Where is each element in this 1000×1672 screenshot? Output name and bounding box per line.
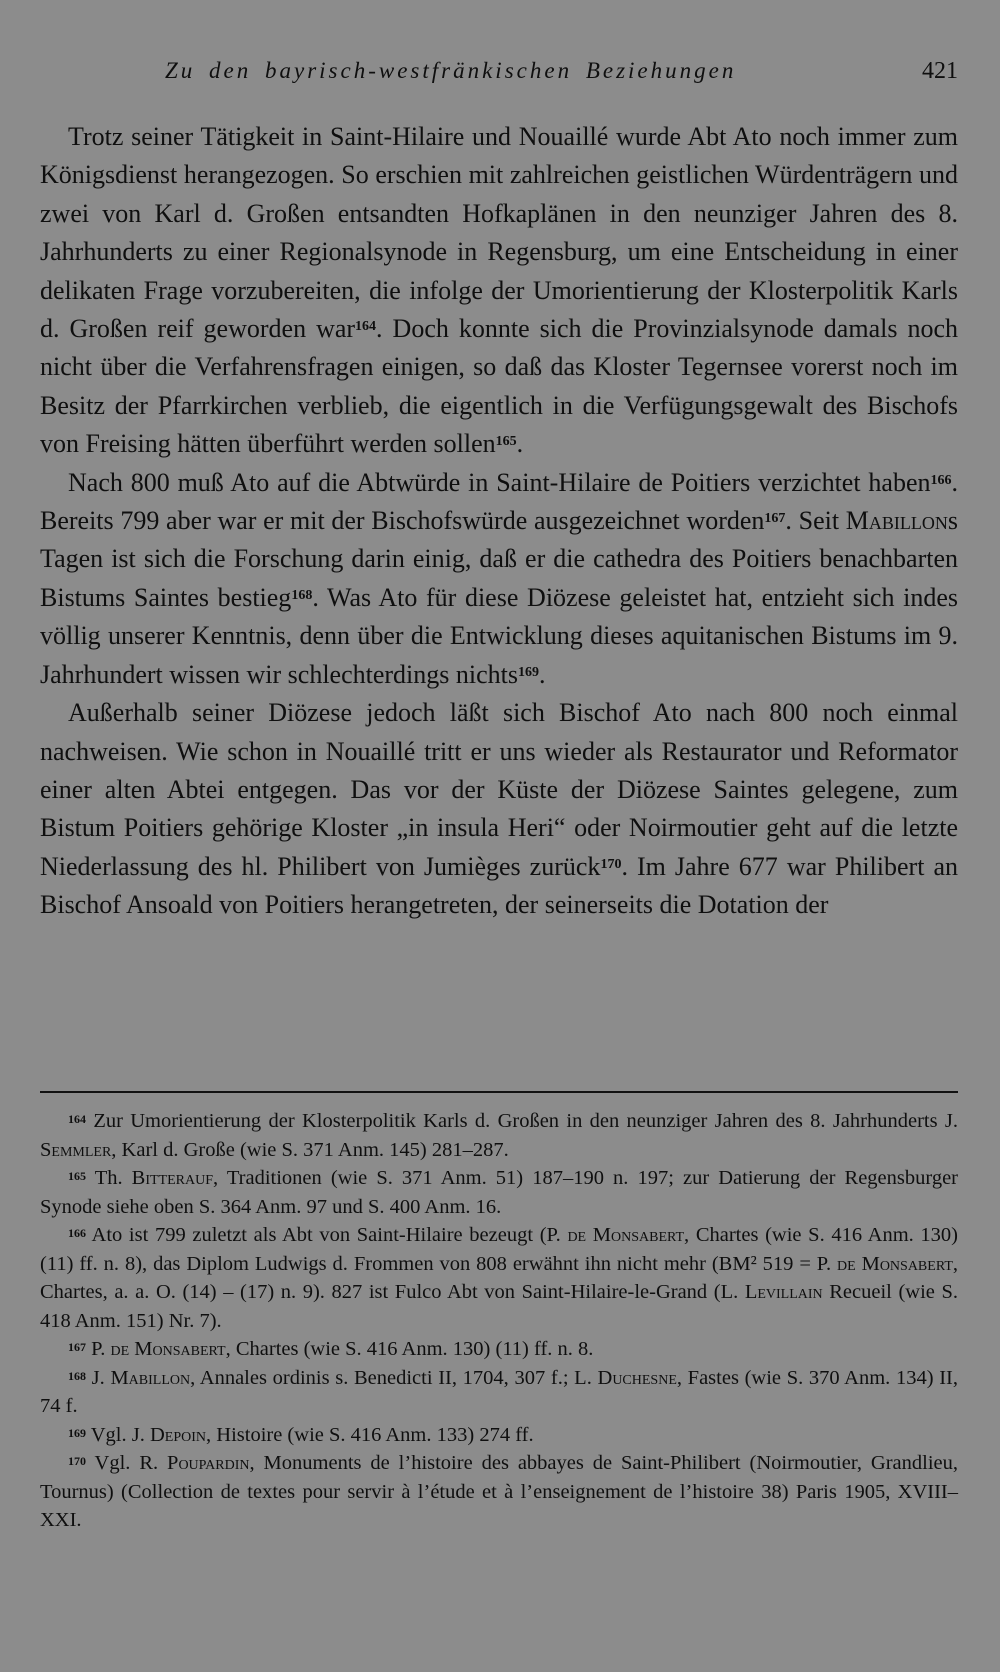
author-name: Poupardin	[167, 1452, 250, 1474]
footnote-ref: 168	[291, 587, 313, 603]
running-title: Zu den bayrisch-westfränkischen Beziehungen	[165, 58, 737, 83]
page-number: 421	[922, 58, 958, 84]
text-run: , Histoire (wie S. 416 Anm. 133) 274 ff.	[206, 1423, 534, 1446]
footnote	[40, 1421, 958, 1450]
text-run: . Seit	[785, 506, 846, 536]
footnote-number: 170	[68, 1454, 86, 1468]
footnote-ref: 164	[355, 319, 377, 335]
footnotes	[40, 1107, 958, 1535]
text-run: Außerhalb seiner Diözese jedoch läßt sich Bischof Ato nach 800 noch einmal nachweisen. Wie schon in Nouaillé tritt er uns wieder als Restaurator und Reformator einer alten Abtei entgegen. Das vor der Küste der Diözese Saintes gelegene, zum Bistum Poitiers gehörige Kloster „in insula Heri“ oder Noirmoutier geht auf die letzte Niederlassung des hl. Philibert von Jumièges zurück	[40, 698, 958, 881]
text-run: , Chartes (wie S. 416 Anm. 130) (11) ff. n. 8), das Diplom Ludwigs d. Frommen von 808 erwähnt ihn nicht mehr (BM² 519 = P.	[40, 1224, 958, 1275]
author-name: Mabillon	[845, 506, 948, 536]
text-run: Vgl. R.	[86, 1452, 168, 1474]
footnote-number: 169	[68, 1425, 86, 1440]
text-run: . Was Ato für diese Diözese geleistet hat, entzieht sich indes völlig unserer Kenntnis, denn über die Entwicklung dieses aquitanischen Bistums im 9. Jahrhundert wissen wir schlechterdings nichts	[40, 582, 959, 689]
footnote-number: 167	[68, 1340, 86, 1354]
footnote	[40, 1335, 958, 1364]
footnote	[40, 1221, 958, 1335]
footnote	[40, 1107, 958, 1164]
text-run: . Bereits 799 aber war er mit der Bischofswürde ausgezeichnet worden	[40, 467, 958, 536]
text-run: , Fastes (wie S. 370 Anm. 134) II, 74 f.	[40, 1366, 958, 1417]
text-run: , Chartes (wie S. 416 Anm. 130) (11) ff. n. 8.	[225, 1338, 594, 1360]
footnote-number: 164	[68, 1112, 86, 1126]
text-run: Recueil (wie S. 418 Anm. 151) Nr. 7).	[40, 1281, 958, 1332]
footnote-number: 165	[68, 1169, 86, 1183]
text-run: s Tagen ist sich die Forschung darin einig, daß er die cathedra des Poitiers benachbarten Bistums Saintes bestieg	[40, 506, 958, 612]
author-name: Semmler	[40, 1138, 112, 1161]
author-name: Depoin	[149, 1423, 207, 1446]
footnote-ref: 167	[764, 511, 786, 527]
author-name: de Monsabert	[110, 1338, 226, 1360]
author-name: Mabillon	[110, 1366, 191, 1389]
text-run: , Traditionen (wie S. 371 Anm. 51) 187–190 n. 197; zur Datierung der Regensburger Synode siehe oben S. 364 Anm. 97 und S. 400 Anm. 16.	[40, 1167, 958, 1218]
text-run: , Chartes, a. a. O. (14) – (17) n. 9). 827 ist Fulco Abt von Saint-Hilaire-le-Grand (L.	[40, 1252, 958, 1303]
page-header	[40, 58, 958, 98]
text-run: , Karl d. Große (wie S. 371 Anm. 145) 281–287.	[111, 1138, 509, 1161]
text-run: P.	[86, 1338, 111, 1360]
text-run: . Im Jahre 677 war Philibert an Bischof Ansoald von Poitiers herangetreten, der seinerseits die Dotation der	[40, 851, 958, 920]
text-run: Nach 800 muß Ato auf die Abtwürde in Saint-Hilaire de Poitiers verzichtet haben	[68, 467, 931, 497]
paragraph	[40, 118, 958, 464]
text-run: .	[539, 659, 546, 689]
footnote	[40, 1449, 958, 1535]
footnote-ref: 170	[600, 856, 622, 872]
footnote	[40, 1164, 958, 1221]
paragraph	[40, 464, 958, 694]
text-run: Vgl. J.	[86, 1423, 150, 1446]
paragraph	[40, 694, 958, 924]
main-text	[40, 118, 958, 925]
text-run: J.	[86, 1366, 111, 1389]
author-name: Levillain	[744, 1281, 823, 1303]
footnote-divider	[40, 1091, 958, 1093]
footnote-number: 168	[68, 1368, 86, 1383]
author-name: de Monsabert	[567, 1224, 685, 1246]
text-run: , Annales ordinis s. Benedicti II, 1704, 307 f.; L.	[190, 1366, 598, 1389]
author-name: de Monsabert	[837, 1252, 953, 1275]
text-run: Th.	[86, 1167, 132, 1189]
footnote-ref: 169	[518, 664, 540, 680]
author-name: Bitterauf	[131, 1167, 214, 1189]
text-run: Ato ist 799 zuletzt als Abt von Saint-Hilaire bezeugt (P.	[86, 1224, 568, 1246]
text-run: Zur Umorientierung der Klosterpolitik Karls d. Großen in den neunziger Jahren des 8. Jahrhunderts J.	[86, 1110, 958, 1132]
footnote-number: 166	[68, 1226, 86, 1240]
author-name: Duchesne	[597, 1366, 677, 1389]
footnote-ref: 166	[930, 472, 952, 488]
footnote	[40, 1364, 958, 1421]
text-run: . Doch konnte sich die Provinzialsynode damals noch nicht über die Verfahrensfragen einigen, so daß das Kloster Tegernsee vorerst noch im Besitz der Pfarrkirchen verblieb, die eigentlich in die Verfügungsgewalt des Bischofs von Freising hätten überführt werden sollen	[40, 314, 958, 459]
text-run: , Monuments de l’histoire des abbayes de Saint-Philibert (Noirmoutier, Grandlieu, Tournus) (Collection de textes pour servir à l’étude et à l’enseignement de l’histoire 38) Paris 1905, XVIII–XXI.	[40, 1452, 958, 1531]
text-run: Trotz seiner Tätigkeit in Saint-Hilaire und Nouaillé wurde Abt Ato noch immer zum Königsdienst herangezogen. So erschien mit zahlreichen geistlichen Würdenträgern und zwei von Karl d. Großen entsandten Hofkaplänen in den neunziger Jahren des 8. Jahrhunderts zu einer Regionalsynode in Regensburg, um eine Entscheidung in einer delikaten Frage vorzubereiten, die infolge der Umorientierung der Klosterpolitik Karls d. Großen reif geworden war	[40, 122, 958, 344]
footnote-ref: 165	[495, 434, 517, 450]
text-run: .	[516, 429, 524, 459]
